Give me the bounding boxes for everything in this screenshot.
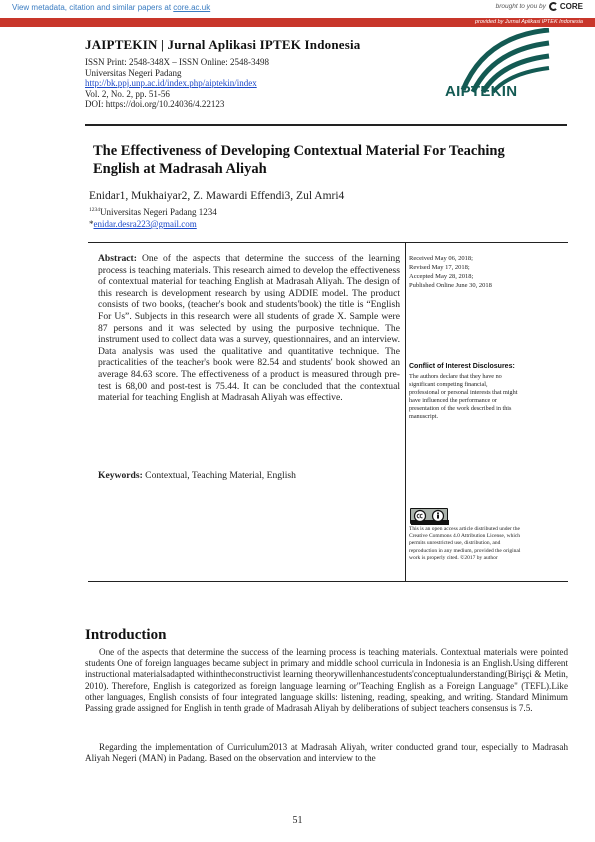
journal-url-line [85,78,415,89]
date-revised: Revised May 17, 2018; [409,264,470,271]
logo-text: AIPTEKIN [445,83,518,100]
cc-by-symbols-icon [411,509,449,525]
journal-title: JAIPTEKIN | Jurnal Aplikasi IPTEK Indonesia [85,37,361,52]
journal-university: Universitas Negeri Padang [85,67,182,78]
journal-doi: DOI: https://doi.org/10.24036/4.22123 [85,99,225,109]
affiliation-text: Universitas Negeri Padang 1234 [100,207,217,217]
provided-by-text: provided by Jurnal Aplikasi IPTEK Indonesia [474,19,583,25]
journal-volume: Vol. 2, No. 2, pp. 51-56 [85,88,170,99]
provided-by-bar [0,18,595,27]
page-number: 51 [292,815,303,826]
introduction-paragraph-1: One of the aspects that determine the success of the learning process is teaching materials. Contextual materials were pointed students One of foreign languages became subject in primary and middle school curricula in Indonesia is an English.Using different instructional materialsadapted withintheconstructivist learning theorywillenhancestudents'conceptualunderstanding(Birişçi & Metin, 2010). Therefore, English is categorized as foreign language learning or"Teaching English as a Foreign Language" (TEFL).Like other languages, English consists of four integrated language skills: listening, reading, speaking, and writing. Standard Minimum Passing grade assigned for English in tenth grade of Madrasah Aliyah by deliberations of subject teachers consensus is 7.5. [85,647,568,714]
affiliation [89,207,217,217]
date-published: Published Online June 30, 2018 [409,282,492,289]
coi-heading: Conflict of Interest Disclosures: [409,363,515,370]
date-received: Received May 06, 2018; [409,255,473,262]
coi-text: The authors declare that they have no significant competing financial, professional or personal interests that might have influenced the performance or presentation of the work described in this manuscript. [409,373,518,421]
introduction-heading: Introduction [85,627,167,643]
email-link[interactable]: enidar.desra223@gmail.com [93,219,197,229]
abstract-label: Abstract: [98,253,137,264]
core-banner [0,0,595,17]
core-logo-text: CORE [559,2,583,11]
column-divider [405,243,406,581]
core-logo-icon [549,2,558,11]
date-accepted: Accepted May 28, 2018; [409,273,474,280]
journal-url-link[interactable]: http://bk.ppj.unp.ac.id/index.php/aiptekin/index [85,78,257,88]
aiptekin-logo [445,28,557,110]
core-brought-by [496,2,583,11]
keywords-text: Contextual, Teaching Material, English [145,470,296,481]
corresponding-email [89,219,197,229]
author-list: Enidar1, Mukhaiyar2, Z. Mawardi Effendi3, Zul Amri4 [89,190,345,202]
header-rule [85,124,567,126]
license-text: This is an open access article distributed under the Creative Commons 4.0 Attribution License, which permits unrestricted use, distribution, and reproduction in any medium, provided the original work is properly cited. ©2017 by author [409,526,521,561]
brought-to-you-text: brought to you by [495,3,546,10]
paper-title: The Effectiveness of Developing Contextual Material For Teaching English at Madrasah Aliyah [93,143,505,177]
cc-by-icon[interactable] [410,508,448,524]
journal-header [85,37,415,110]
affiliation-superscript: 1234 [89,207,100,213]
abstract-box [88,242,568,582]
abstract [98,253,400,404]
core-logo[interactable] [549,2,583,11]
core-metadata-note [12,3,210,12]
core-link[interactable]: core.ac.uk [173,3,211,12]
abstract-text: One of the aspects that determine the success of the learning process is teaching materials. This research aimed to develop the effectiveness of contextual material for teaching English at Madrasah Aliyah. The design of this research is development research by using ADDIE model. The product consists of two books, (teacher's book and students'book) the title is “English For Us”. Subjects in this research were all students of grade X. Sample were 87 persons and it was selected by using the purposive technique. The instrument used to collect data was a survey, questionnaires, and an interview. Data analysis was used the qualitative and quantitative technique. The practicalities of the teacher's book were 82.54 and students' book showed an average 84.63 score. The effectiveness of a product is measured through pre-test is 68,00 and post-test is 75.44. It can be concluded that the contextual material for teaching English at Madrasah Aliyah was effective. [98,253,400,404]
article-dates [409,254,559,290]
core-metadata-prefix: View metadata, citation and similar papers at [12,3,174,12]
email-asterisk: * [89,219,94,229]
keywords [98,470,400,481]
journal-issn: ISSN Print: 2548-348X – ISSN Online: 2548-3498 [85,57,270,67]
keywords-label: Keywords: [98,470,143,481]
introduction-paragraph-2: Regarding the implementation of Curriculum2013 at Madrasah Aliyah, writer conducted grand tour, especially to Madrasah Aliyah Negeri (MAN) in Padang. Based on the observation and interview to the [85,742,568,764]
